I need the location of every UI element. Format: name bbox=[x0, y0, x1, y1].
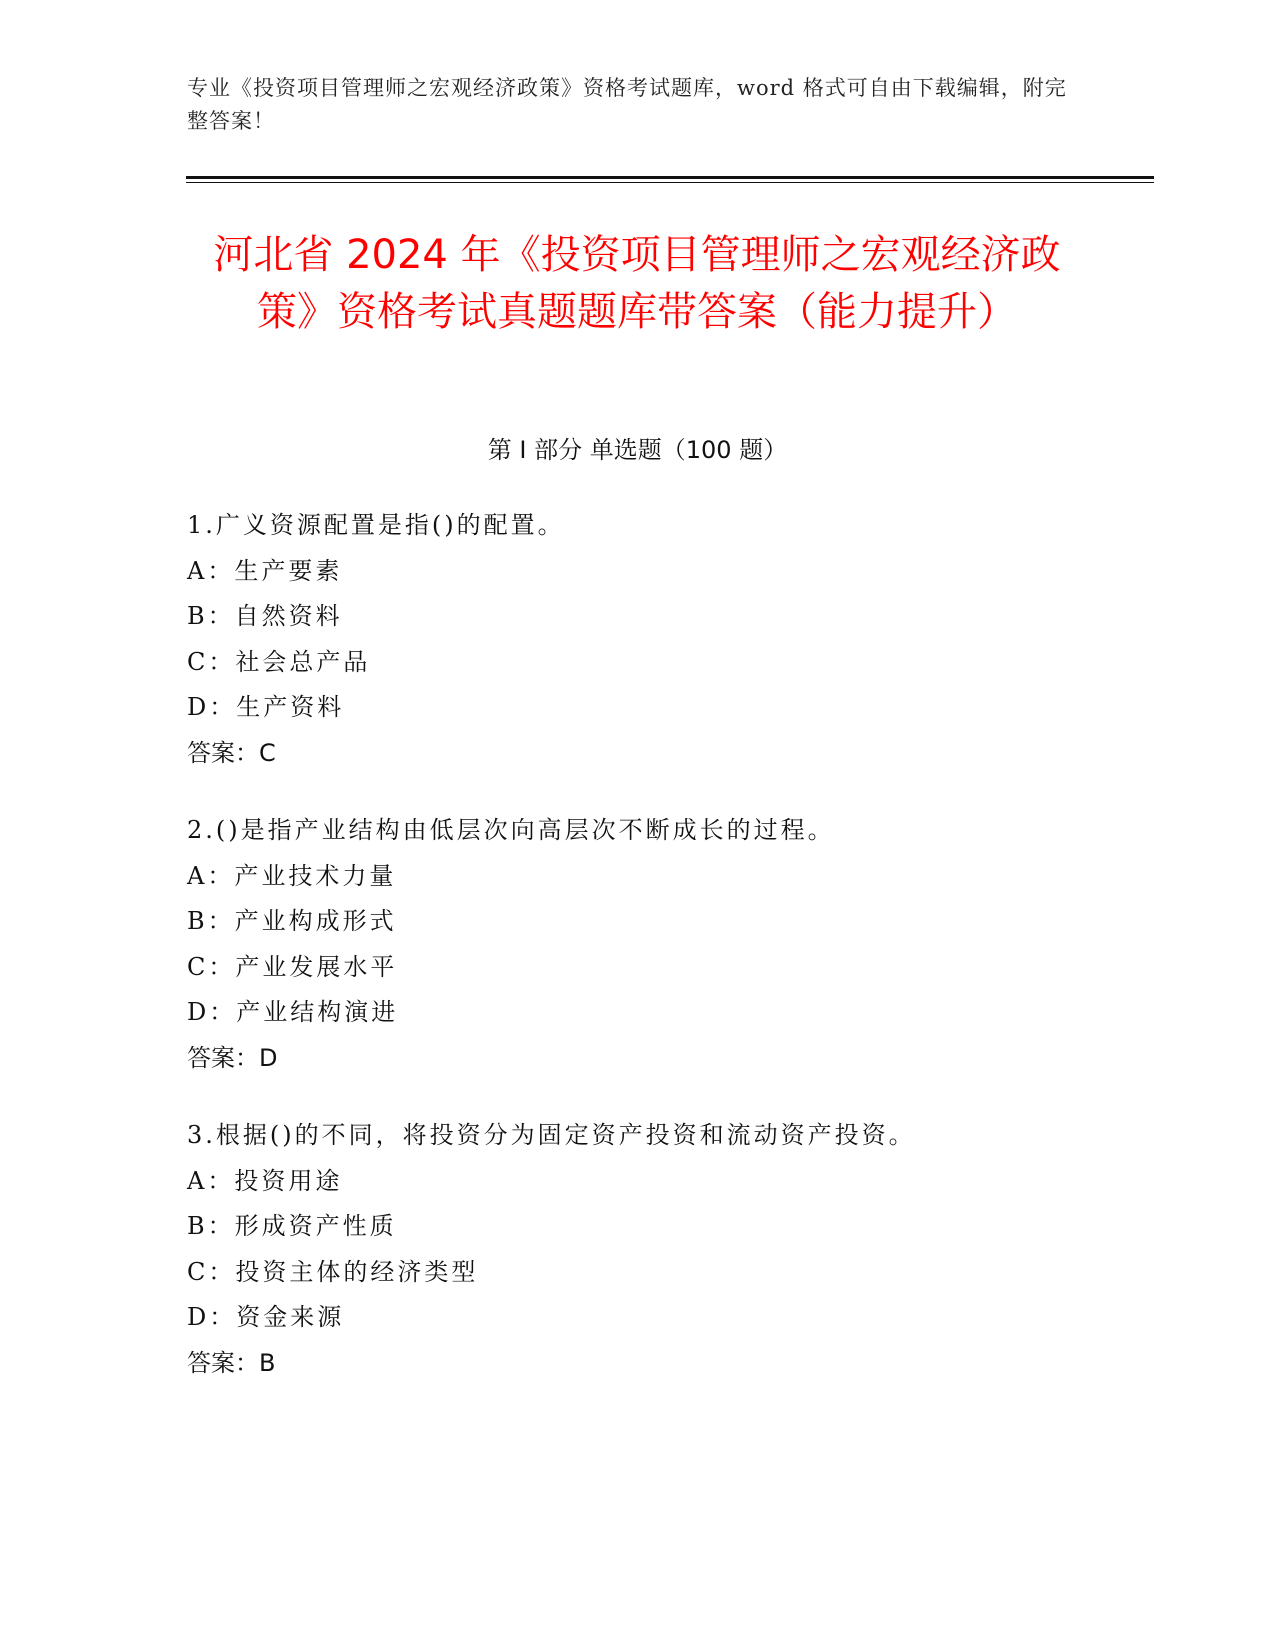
option-b: B：自然资料 bbox=[187, 602, 343, 630]
question-stem: 1.广义资源配置是指()的配置。 bbox=[187, 511, 565, 539]
option-d: D：生产资料 bbox=[187, 693, 345, 721]
answer-text: 答案：C bbox=[187, 738, 276, 767]
option-c: C：投资主体的经济类型 bbox=[187, 1257, 479, 1286]
option-a: A：生产要素 bbox=[187, 556, 343, 585]
answer-text: 答案：D bbox=[187, 1043, 278, 1072]
option-c: C：社会总产品 bbox=[187, 647, 371, 676]
question-1 bbox=[187, 503, 1127, 776]
document-title: 河北省 2024 年《投资项目管理师之宏观经济政策》资格考试真题题库带答案（能力提升） bbox=[213, 232, 1061, 335]
question-3 bbox=[187, 1113, 1127, 1386]
option-d: D：资金来源 bbox=[187, 1303, 345, 1331]
option-a: A：产业技术力量 bbox=[187, 861, 397, 890]
answer-text: 答案：B bbox=[187, 1348, 276, 1377]
section-heading: 第 I 部分 单选题（100 题） bbox=[487, 436, 788, 464]
option-b: B：形成资产性质 bbox=[187, 1212, 397, 1240]
question-stem: 2.()是指产业结构由低层次向高层次不断成长的过程。 bbox=[187, 816, 835, 844]
header-divider-thin bbox=[186, 182, 1154, 183]
question-stem: 3.根据()的不同，将投资分为固定资产投资和流动资产投资。 bbox=[187, 1121, 916, 1149]
option-d: D：产业结构演进 bbox=[187, 998, 399, 1026]
option-c: C：产业发展水平 bbox=[187, 952, 398, 981]
option-b: B：产业构成形式 bbox=[187, 907, 397, 935]
question-2 bbox=[187, 808, 1127, 1081]
header-note: 专业《投资项目管理师之宏观经济政策》资格考试题库，word 格式可自由下载编辑，附完整答案！ bbox=[187, 76, 1067, 133]
option-a: A：投资用途 bbox=[187, 1166, 343, 1195]
header-divider bbox=[186, 176, 1154, 179]
